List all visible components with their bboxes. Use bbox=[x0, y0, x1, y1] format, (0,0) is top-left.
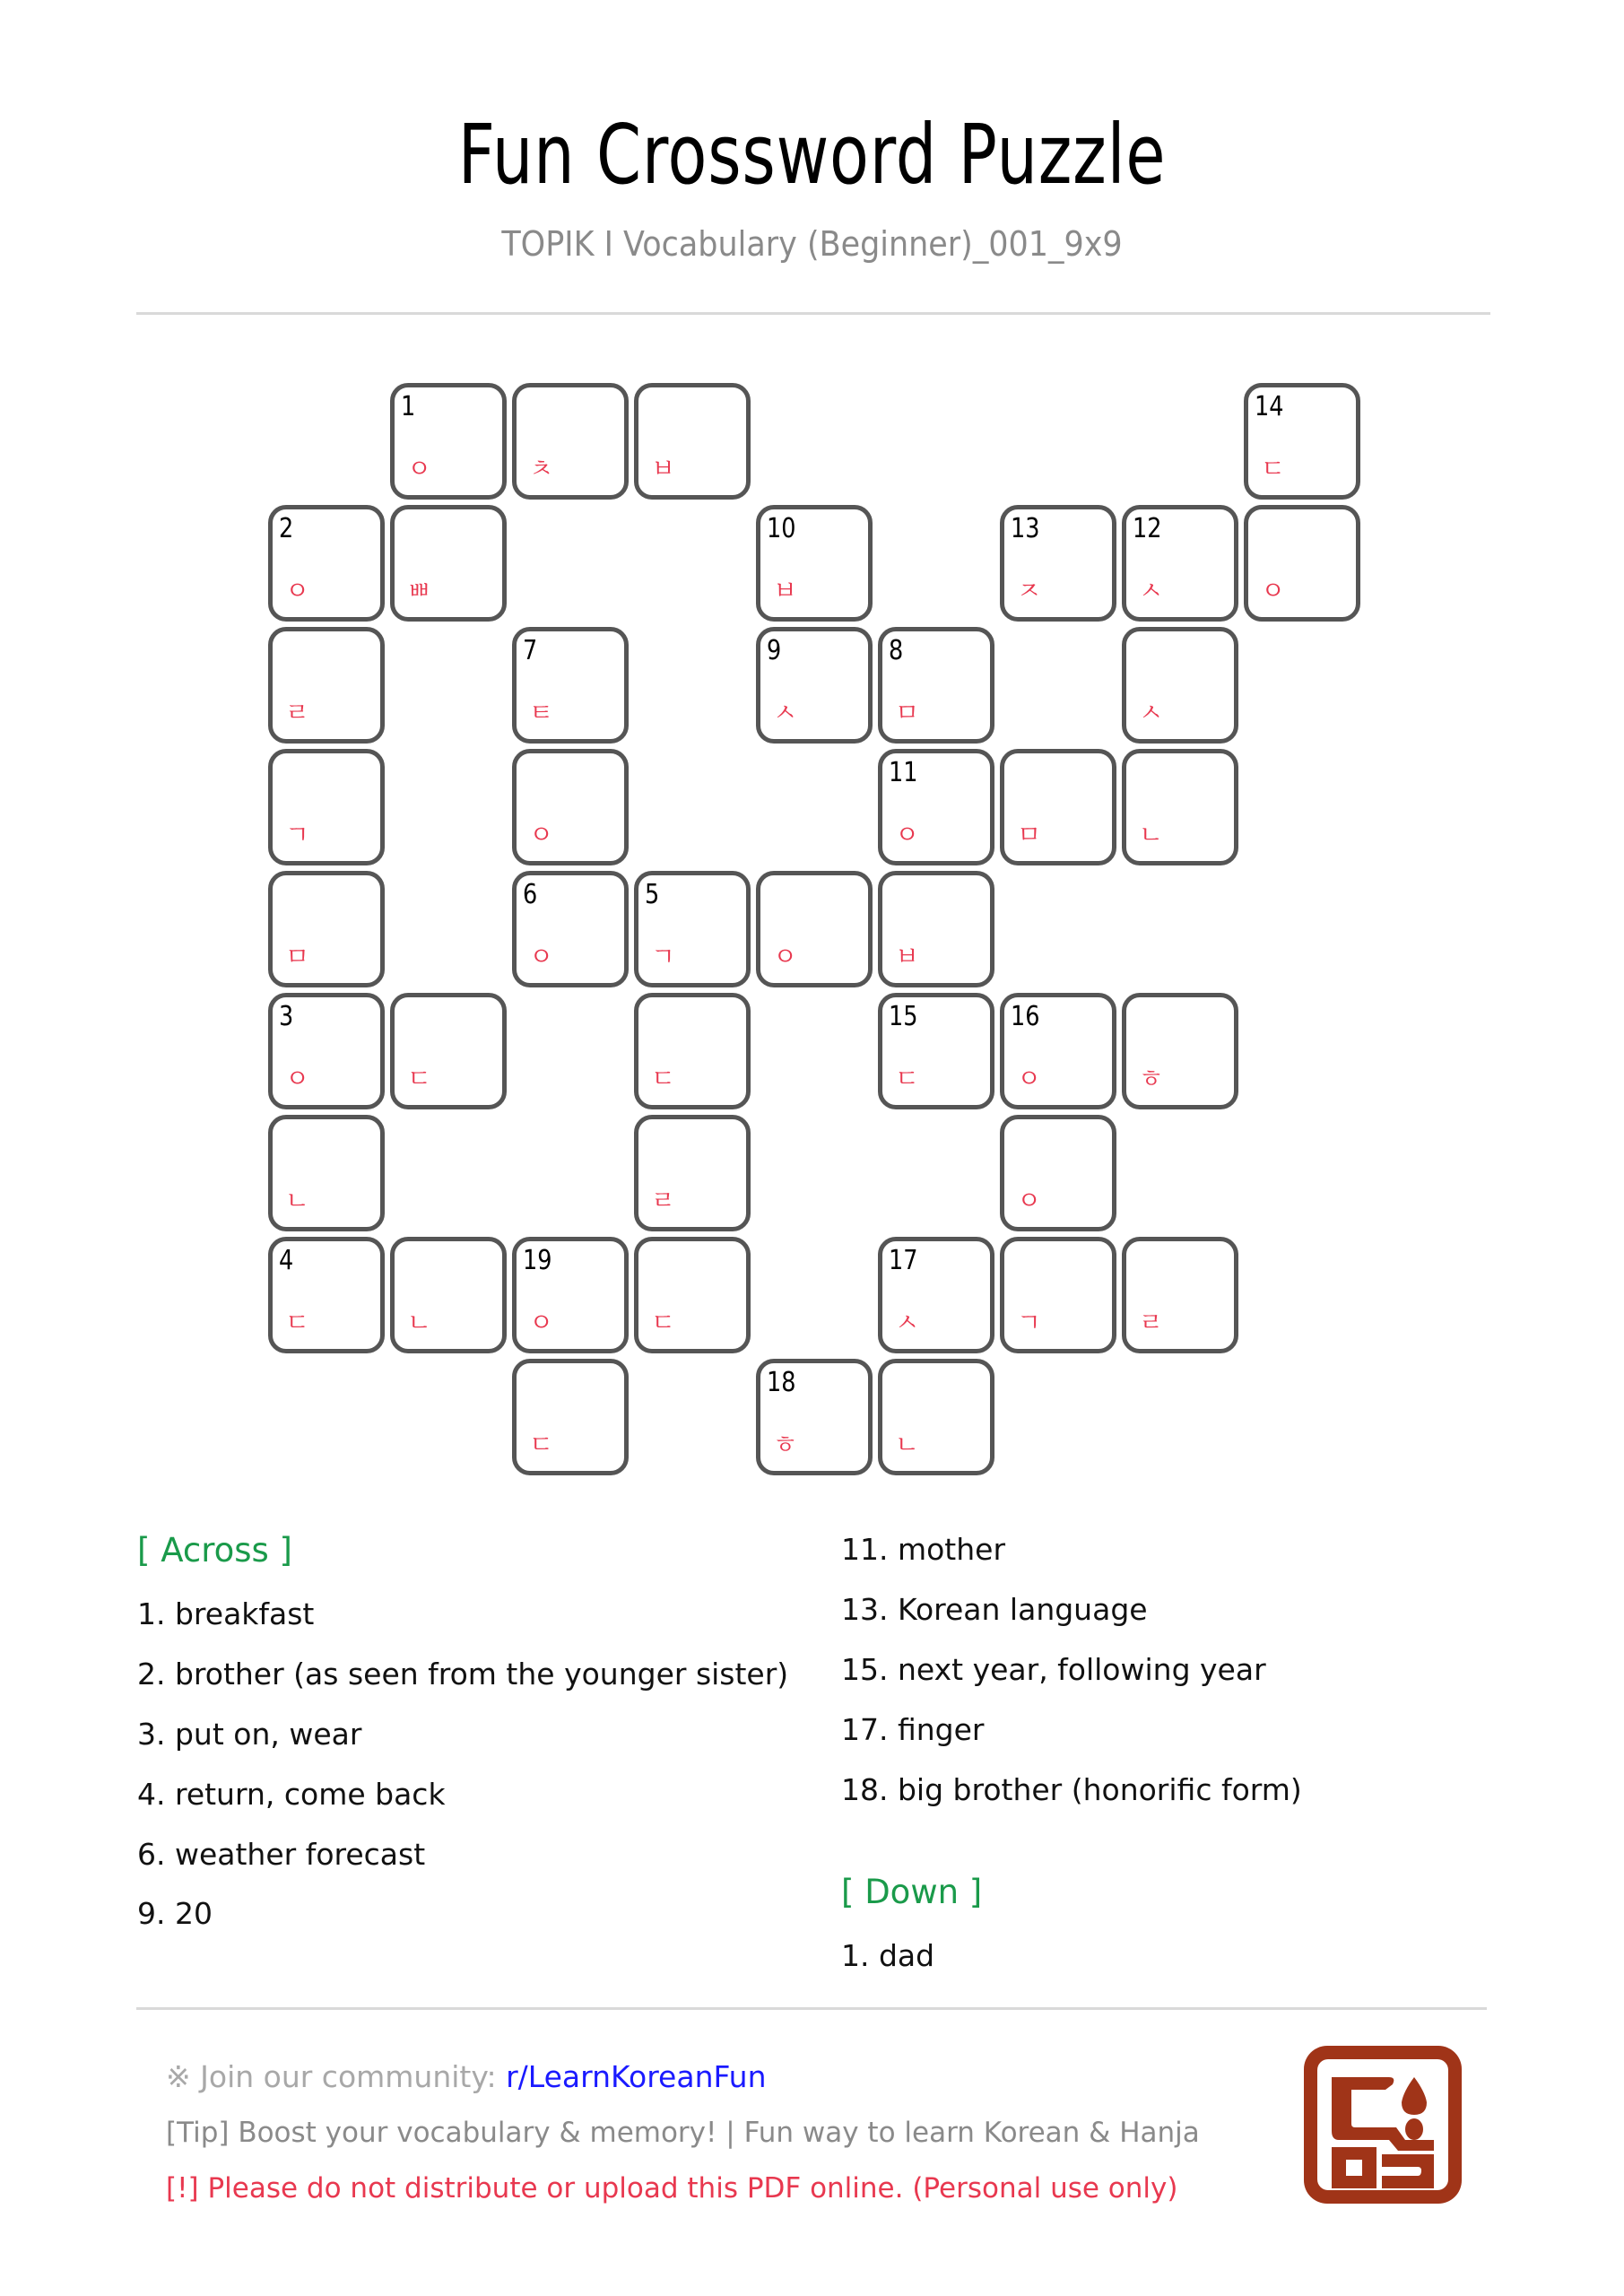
community-prefix: ※ Join our community: bbox=[166, 2059, 507, 2094]
hint-jamo: ㄴ bbox=[285, 1186, 310, 1215]
hint-jamo: ㅇ bbox=[529, 820, 554, 849]
clue-number: 15 bbox=[889, 1001, 918, 1032]
hint-jamo: ㅅ bbox=[1139, 698, 1164, 727]
hint-jamo: ㅇ bbox=[895, 820, 920, 849]
grid-cell[interactable] bbox=[268, 871, 385, 987]
grid-cell[interactable] bbox=[1122, 749, 1238, 865]
clue-across-9: 9. 20 bbox=[137, 1896, 213, 1931]
grid-cell[interactable] bbox=[268, 505, 385, 622]
hint-jamo: ㅌ bbox=[529, 698, 554, 727]
page-subtitle: TOPIK I Vocabulary (Beginner)_001_9x9 bbox=[501, 224, 1123, 264]
clue-across-3: 3. put on, wear bbox=[137, 1717, 362, 1752]
grid-cell[interactable] bbox=[634, 1237, 751, 1353]
hint-jamo: ㅇ bbox=[1261, 576, 1286, 605]
tip-line: [Tip] Boost your vocabulary & memory! | Fun way to learn Korean & Hanja bbox=[166, 2117, 1200, 2149]
clue-number: 8 bbox=[889, 635, 904, 666]
grid-cell[interactable] bbox=[878, 1237, 994, 1353]
grid-cell[interactable] bbox=[1122, 1237, 1238, 1353]
grid-cell[interactable] bbox=[878, 749, 994, 865]
hint-jamo: ㅂ bbox=[773, 576, 798, 605]
warning-line: [!] Please do not distribute or upload this PDF online. (Personal use only) bbox=[166, 2172, 1178, 2205]
grid-cell[interactable] bbox=[634, 1115, 751, 1231]
community-link[interactable]: r/LearnKoreanFun bbox=[506, 2059, 767, 2094]
grid-cell[interactable] bbox=[1000, 1115, 1116, 1231]
clue-number: 6 bbox=[523, 879, 538, 910]
grid-cell[interactable] bbox=[268, 749, 385, 865]
grid-cell[interactable] bbox=[390, 383, 507, 500]
grid-cell[interactable] bbox=[756, 627, 873, 744]
clue-number: 10 bbox=[767, 513, 796, 544]
hint-jamo: ㄱ bbox=[1017, 1308, 1042, 1337]
hint-jamo: ㅅ bbox=[1139, 576, 1164, 605]
hint-jamo: ㄷ bbox=[1261, 454, 1286, 483]
grid-cell[interactable] bbox=[512, 1237, 629, 1353]
hint-jamo: ㅇ bbox=[285, 1064, 310, 1093]
hint-jamo: ㄷ bbox=[407, 1064, 432, 1093]
grid-cell[interactable] bbox=[512, 627, 629, 744]
hint-jamo: ㅃ bbox=[407, 576, 432, 605]
hint-jamo: ㅇ bbox=[529, 942, 554, 971]
hint-jamo: ㄷ bbox=[285, 1308, 310, 1337]
grid-cell[interactable] bbox=[634, 871, 751, 987]
clue-across-6: 6. weather forecast bbox=[137, 1837, 426, 1872]
hint-jamo: ㅊ bbox=[529, 454, 554, 483]
clue-number: 18 bbox=[767, 1367, 796, 1398]
clue-down-1: 1. dad bbox=[841, 1938, 935, 1973]
clue-number: 17 bbox=[889, 1245, 918, 1276]
clue-number: 19 bbox=[523, 1245, 552, 1276]
hint-jamo: ㅇ bbox=[773, 942, 798, 971]
hint-jamo: ㄷ bbox=[895, 1064, 920, 1093]
grid-cell[interactable] bbox=[268, 1115, 385, 1231]
hint-jamo: ㄹ bbox=[285, 698, 310, 727]
hint-jamo: ㅇ bbox=[1017, 1186, 1042, 1215]
hint-jamo: ㅇ bbox=[285, 576, 310, 605]
bottom-divider bbox=[136, 2007, 1487, 2010]
hint-jamo: ㅎ bbox=[1139, 1064, 1164, 1093]
across-heading: [ Across ] bbox=[137, 1531, 292, 1570]
grid-cell[interactable] bbox=[1000, 749, 1116, 865]
hint-jamo: ㅇ bbox=[407, 454, 432, 483]
clue-across-4: 4. return, come back bbox=[137, 1777, 446, 1812]
grid-cell[interactable] bbox=[634, 993, 751, 1109]
hint-jamo: ㅁ bbox=[895, 698, 920, 727]
clue-number: 2 bbox=[279, 513, 294, 544]
clue-across-11: 11. mother bbox=[841, 1532, 1006, 1567]
grid-cell[interactable] bbox=[1244, 505, 1360, 622]
grid-cell[interactable] bbox=[512, 1359, 629, 1475]
clue-across-13: 13. Korean language bbox=[841, 1592, 1148, 1627]
grid-cell[interactable] bbox=[1000, 1237, 1116, 1353]
clue-number: 7 bbox=[523, 635, 538, 666]
hint-jamo: ㄷ bbox=[529, 1430, 554, 1459]
hint-jamo: ㄷ bbox=[651, 1308, 676, 1337]
grid-cell[interactable] bbox=[1000, 993, 1116, 1109]
clue-number: 12 bbox=[1133, 513, 1162, 544]
grid-cell[interactable] bbox=[268, 1237, 385, 1353]
hint-jamo: ㅎ bbox=[773, 1430, 798, 1459]
grid-cell[interactable] bbox=[878, 993, 994, 1109]
clue-number: 11 bbox=[889, 757, 918, 788]
grid-cell[interactable] bbox=[1122, 505, 1238, 622]
grid-cell[interactable] bbox=[512, 383, 629, 500]
crossword-grid bbox=[265, 380, 1363, 1478]
clue-number: 5 bbox=[645, 879, 660, 910]
grid-cell[interactable] bbox=[1000, 505, 1116, 622]
clue-across-18: 18. big brother (honorific form) bbox=[841, 1772, 1302, 1807]
clue-number: 1 bbox=[401, 391, 416, 422]
clue-across-1: 1. breakfast bbox=[137, 1596, 315, 1631]
grid-cell[interactable] bbox=[1122, 627, 1238, 744]
seal-logo-icon bbox=[1299, 2041, 1466, 2208]
hint-jamo: ㅅ bbox=[773, 698, 798, 727]
hint-jamo: ㅁ bbox=[1017, 820, 1042, 849]
grid-cell[interactable] bbox=[634, 383, 751, 500]
hint-jamo: ㅇ bbox=[1017, 1064, 1042, 1093]
hint-jamo: ㅂ bbox=[651, 454, 676, 483]
grid-cell[interactable] bbox=[1244, 383, 1360, 500]
grid-cell[interactable] bbox=[390, 993, 507, 1109]
grid-cell[interactable] bbox=[756, 871, 873, 987]
down-heading: [ Down ] bbox=[841, 1873, 983, 1911]
clue-number: 4 bbox=[279, 1245, 294, 1276]
grid-cell[interactable] bbox=[390, 505, 507, 622]
hint-jamo: ㄴ bbox=[1139, 820, 1164, 849]
hint-jamo: ㅂ bbox=[895, 942, 920, 971]
hint-jamo: ㄱ bbox=[651, 942, 676, 971]
hint-jamo: ㄷ bbox=[651, 1064, 676, 1093]
top-divider bbox=[136, 312, 1490, 315]
grid-cell[interactable] bbox=[268, 627, 385, 744]
hint-jamo: ㅈ bbox=[1017, 576, 1042, 605]
clue-number: 14 bbox=[1255, 391, 1284, 422]
hint-jamo: ㄹ bbox=[651, 1186, 676, 1215]
hint-jamo: ㄴ bbox=[895, 1430, 920, 1459]
clue-number: 9 bbox=[767, 635, 782, 666]
clue-across-15: 15. next year, following year bbox=[841, 1652, 1266, 1687]
page-title: Fun Crossword Puzzle bbox=[457, 107, 1167, 203]
hint-jamo: ㅅ bbox=[895, 1308, 920, 1337]
hint-jamo: ㄴ bbox=[407, 1308, 432, 1337]
hint-jamo: ㅁ bbox=[285, 942, 310, 971]
community-line bbox=[166, 2059, 767, 2094]
grid-cell[interactable] bbox=[878, 627, 994, 744]
clue-across-17: 17. finger bbox=[841, 1712, 985, 1747]
clue-number: 3 bbox=[279, 1001, 294, 1032]
clue-across-2: 2. brother (as seen from the younger sister) bbox=[137, 1657, 789, 1692]
grid-cell[interactable] bbox=[878, 1359, 994, 1475]
clue-number: 13 bbox=[1011, 513, 1040, 544]
grid-cell[interactable] bbox=[878, 871, 994, 987]
hint-jamo: ㄱ bbox=[285, 820, 310, 849]
clue-number: 16 bbox=[1011, 1001, 1040, 1032]
grid-cell[interactable] bbox=[512, 871, 629, 987]
hint-jamo: ㄹ bbox=[1139, 1308, 1164, 1337]
grid-cell[interactable] bbox=[1122, 993, 1238, 1109]
grid-cell[interactable] bbox=[390, 1237, 507, 1353]
grid-cell[interactable] bbox=[756, 1359, 873, 1475]
grid-cell[interactable] bbox=[512, 749, 629, 865]
grid-cell[interactable] bbox=[756, 505, 873, 622]
hint-jamo: ㅇ bbox=[529, 1308, 554, 1337]
grid-cell[interactable] bbox=[268, 993, 385, 1109]
